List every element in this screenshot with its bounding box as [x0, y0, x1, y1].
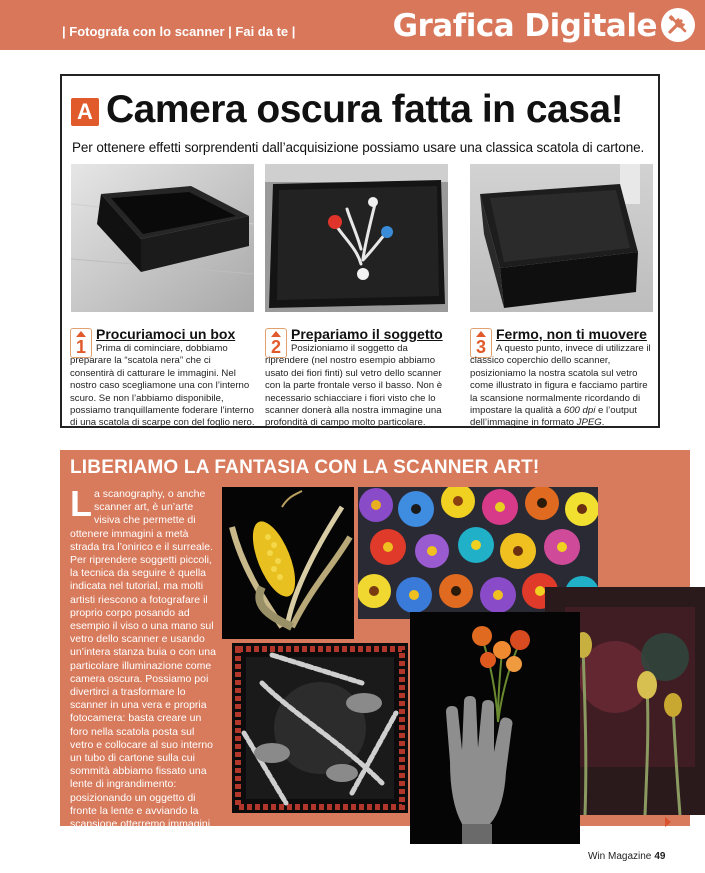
- section-breadcrumb: | Fotografa con lo scanner | Fai da te |: [62, 24, 296, 39]
- header-bar: [0, 0, 705, 50]
- chains-hands-artwork: [232, 643, 408, 813]
- panel-title: LIBERIAMO LA FANTASIA CON LA SCANNER ART!: [70, 457, 540, 478]
- page-number: 49: [654, 851, 666, 862]
- step-title: Prepariamo il soggetto: [291, 326, 443, 342]
- step-text: [470, 343, 656, 430]
- continue-arrow-icon: [665, 817, 671, 827]
- step-text: Posizioniamo il soggetto da riprendere (nel nostro esempio abbiamo usato dei fiori finti) sul vetro dello scanner con la parte frontale verso il basso. Non è necessario schiacciare i fiori visto che lo scanner donerà alla nostra immagine una profondità di campo molto particolare.: [265, 343, 443, 429]
- step-title: Procuriamoci un box: [96, 326, 236, 342]
- scanner-flowers-photo: [265, 164, 448, 312]
- panel-text: [70, 483, 218, 844]
- drop-cap: L: [70, 483, 92, 524]
- page-footer: [588, 851, 665, 862]
- step-text-part: .: [601, 417, 605, 429]
- step-text-part: A questo punto, invece di utilizzare il classico coperchio dello scanner, posizioniamo la nostra scatola sul vetro come illustrato in figura e facciamo partire la scansione normalmente ricordando di impostare la qualità a: [470, 343, 651, 417]
- step-number: 1: [75, 337, 86, 357]
- corn-artwork: [222, 487, 354, 639]
- black-box-photo: [71, 164, 254, 312]
- step-text-part: e l’output dell’immagine in formato: [470, 405, 637, 429]
- section-badge: A: [71, 98, 99, 126]
- tutorial-lead: Per ottenere effetti sorprendenti dall’acquisizione possiamo usare una classica scatola di cartone.: [72, 140, 645, 155]
- panel-body: a scanography, o anche scanner art, è un’arte visiva che permette di ottenere immagini a metà strada tra l’onirico e il surreale. Per riprendere soggetti piccoli, la tecnica da seguire è quella indicata nel tutorial, ma molti artisti riescono a fotografare il proprio corpo posando ad esempio il viso o una mano sul vetro dello scanner e usando un’intera stanza buia o con una particolare illuminazione come camera oscura. Possiamo poi divertirci a trasformare lo scanner in una vera e propria fotocamera: basta creare un foro nella scatola posta sul vetro e collocare al suo interno un tubo di cartone sulla cui sommità abbiamo fissato una lente di ingrandimento: posizionando un oggetto di fronte la lente e avviando la scansione otterremo immagini davvero incredibili!: [70, 488, 216, 844]
- format-value: JPEG: [576, 417, 602, 429]
- step-number: 2: [270, 337, 281, 357]
- step-number: 3: [475, 337, 486, 357]
- tutorial-title: Camera oscura fatta in casa!: [106, 88, 624, 131]
- tutorial-box: [60, 74, 660, 428]
- section-brand: Grafica Digitale: [392, 8, 657, 44]
- step-text: Prima di cominciare, dobbiamo preparare la “scatola nera” che ci consentirà di catturare le immagini. Nel nostro caso scegliamone una con l’interno scuro. Se non l’abbiamo disponibile, possiamo tranquillamente foderare l’interno di una scatola di scarpe con del foglio nero.: [70, 343, 255, 429]
- closed-scanner-photo: [470, 164, 653, 312]
- hand-flowers-artwork: [410, 612, 580, 844]
- magazine-name: Win Magazine: [588, 851, 652, 862]
- tools-icon: [661, 8, 695, 42]
- step-title: Fermo, non ti muovere: [496, 326, 647, 342]
- quality-value: 600 dpi: [563, 405, 596, 417]
